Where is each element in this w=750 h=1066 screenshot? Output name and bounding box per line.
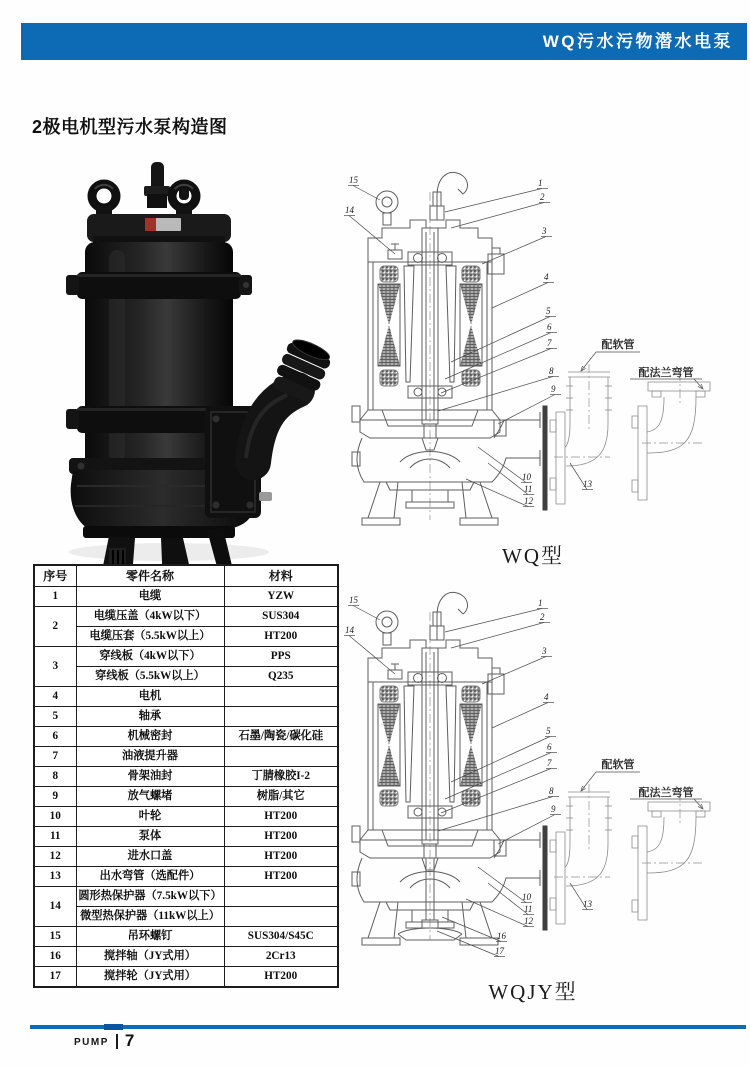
table-row xyxy=(34,627,338,647)
part-name-cell: 油液提升器 xyxy=(76,747,224,767)
part-name-cell: 吊环螺钉 xyxy=(76,927,224,947)
callout-number: 3 xyxy=(542,226,547,236)
part-material-cell xyxy=(224,707,338,727)
callout-number: 12 xyxy=(524,496,533,506)
callout-number: 12 xyxy=(524,916,533,926)
part-name-cell: 电缆压盖（4kW以下） xyxy=(76,607,224,627)
part-number-cell: 7 xyxy=(34,747,76,767)
callout-number: 14 xyxy=(345,205,354,215)
part-name-cell: 搅拌轮（JY式用） xyxy=(76,967,224,988)
table-row xyxy=(34,707,338,727)
wq-cross-section-drawing xyxy=(342,166,724,534)
callout-number: 5 xyxy=(546,726,551,736)
part-material-cell xyxy=(224,887,338,907)
hose-label: 配软管 xyxy=(601,339,635,351)
footer-brand: PUMP xyxy=(74,1037,109,1048)
section-title: 2极电机型污水泵构造图 xyxy=(32,117,228,137)
table-row xyxy=(34,607,338,627)
footer-page-number: 7 xyxy=(124,1031,135,1050)
parts-table-header: 零件名称 xyxy=(76,565,224,587)
part-name-cell: 泵体 xyxy=(76,827,224,847)
callout-number: 8 xyxy=(549,366,554,376)
page-header-band xyxy=(21,23,747,60)
callout-number: 10 xyxy=(522,892,531,902)
callout-number: 2 xyxy=(540,192,545,202)
part-material-cell: SUS304/S45C xyxy=(224,927,338,947)
pump-photo xyxy=(57,162,335,564)
part-number-cell: 14 xyxy=(34,887,76,927)
pump-cross-section xyxy=(352,592,710,945)
pump-photo-image xyxy=(57,162,335,564)
part-name-cell: 电机 xyxy=(76,687,224,707)
parts-table-wrap xyxy=(33,564,339,988)
flange-elbow-label: 配法兰弯管 xyxy=(638,787,694,799)
callout-number: 14 xyxy=(345,625,354,635)
callout-number: 7 xyxy=(547,758,552,768)
table-row xyxy=(34,727,338,747)
part-number-cell: 16 xyxy=(34,947,76,967)
callout-number: 1 xyxy=(538,178,543,188)
part-name-cell: 放气螺堵 xyxy=(76,787,224,807)
parts-table-head xyxy=(34,565,338,587)
callout-number: 11 xyxy=(524,484,533,494)
table-row xyxy=(34,807,338,827)
table-row xyxy=(34,787,338,807)
callout-number: 4 xyxy=(544,272,549,282)
callout-number: 9 xyxy=(551,384,556,394)
part-material-cell: 树脂/其它 xyxy=(224,787,338,807)
part-name-cell: 穿线板（4kW以下） xyxy=(76,647,224,667)
diagram-wqjy xyxy=(342,586,724,1006)
part-material-cell: SUS304 xyxy=(224,607,338,627)
part-name-cell: 出水弯管（选配件） xyxy=(76,867,224,887)
part-name-cell: 圆形热保护器（7.5kW以下） xyxy=(76,887,224,907)
part-material-cell: HT200 xyxy=(224,847,338,867)
callout-number: 1 xyxy=(538,598,543,608)
part-number-cell: 17 xyxy=(34,967,76,988)
part-name-cell: 叶轮 xyxy=(76,807,224,827)
part-number-cell: 1 xyxy=(34,587,76,607)
hose-label: 配软管 xyxy=(601,759,635,771)
part-number-cell: 4 xyxy=(34,687,76,707)
callout-number: 17 xyxy=(495,946,504,956)
part-name-cell: 机械密封 xyxy=(76,727,224,747)
table-row xyxy=(34,687,338,707)
table-row xyxy=(34,647,338,667)
table-row xyxy=(34,747,338,767)
part-material-cell: HT200 xyxy=(224,807,338,827)
callout-number: 3 xyxy=(542,646,547,656)
part-material-cell xyxy=(224,747,338,767)
callout-number: 9 xyxy=(551,804,556,814)
part-material-cell xyxy=(224,907,338,927)
parts-table-header: 材料 xyxy=(224,565,338,587)
table-row xyxy=(34,767,338,787)
pump-cross-section xyxy=(352,172,710,525)
callout-number: 2 xyxy=(540,612,545,622)
part-number-cell: 5 xyxy=(34,707,76,727)
table-row xyxy=(34,867,338,887)
callout-number: 15 xyxy=(349,595,358,605)
part-material-cell: HT200 xyxy=(224,967,338,988)
callout-number: 4 xyxy=(544,692,549,702)
part-number-cell: 3 xyxy=(34,647,76,687)
diagram-wq xyxy=(342,166,724,570)
part-material-cell: YZW xyxy=(224,587,338,607)
part-name-cell: 轴承 xyxy=(76,707,224,727)
table-row xyxy=(34,927,338,947)
part-number-cell: 12 xyxy=(34,847,76,867)
part-number-cell: 10 xyxy=(34,807,76,827)
part-material-cell: HT200 xyxy=(224,627,338,647)
part-material-cell: HT200 xyxy=(224,827,338,847)
part-number-cell: 6 xyxy=(34,727,76,747)
callout-number: 6 xyxy=(547,742,552,752)
part-material-cell xyxy=(224,687,338,707)
parts-table-body xyxy=(34,587,338,988)
part-material-cell: PPS xyxy=(224,647,338,667)
callout-number: 11 xyxy=(524,904,533,914)
part-number-cell: 13 xyxy=(34,867,76,887)
part-material-cell: HT200 xyxy=(224,867,338,887)
flange-elbow-label: 配法兰弯管 xyxy=(638,367,694,379)
part-number-cell: 11 xyxy=(34,827,76,847)
table-row xyxy=(34,847,338,867)
callout-number: 6 xyxy=(547,322,552,332)
callout-number: 15 xyxy=(349,175,358,185)
wq-caption: WQ型 xyxy=(502,544,564,568)
part-material-cell: 丁腈橡胶I-2 xyxy=(224,767,338,787)
accessory-labels xyxy=(581,757,703,809)
callout-number: 7 xyxy=(547,338,552,348)
part-material-cell: 2Cr13 xyxy=(224,947,338,967)
part-name-cell: 进水口盖 xyxy=(76,847,224,867)
part-number-cell: 2 xyxy=(34,607,76,647)
part-name-cell: 微型热保护器（11kW以上） xyxy=(76,907,224,927)
part-material-cell: 石墨/陶瓷/碳化硅 xyxy=(224,727,338,747)
wqjy-caption: WQJY型 xyxy=(488,980,578,1004)
footer-rule xyxy=(30,1025,746,1029)
footer-divider xyxy=(116,1034,118,1049)
table-row xyxy=(34,907,338,927)
part-name-cell: 搅拌轴（JY式用） xyxy=(76,947,224,967)
parts-table xyxy=(33,564,339,988)
callout-number: 13 xyxy=(583,899,592,909)
part-name-cell: 骨架油封 xyxy=(76,767,224,787)
accessory-labels xyxy=(581,337,703,389)
part-number-cell: 15 xyxy=(34,927,76,947)
callout-number: 10 xyxy=(522,472,531,482)
callout-number: 16 xyxy=(497,931,506,941)
part-name-cell: 电缆 xyxy=(76,587,224,607)
page-header-title: WQ污水污物潜水电泵 xyxy=(542,32,733,51)
part-name-cell: 穿线板（5.5kW以上） xyxy=(76,667,224,687)
part-number-cell: 9 xyxy=(34,787,76,807)
table-row xyxy=(34,887,338,907)
table-row xyxy=(34,587,338,607)
part-name-cell: 电缆压套（5.5kW以上） xyxy=(76,627,224,647)
wqjy-cross-section-drawing xyxy=(342,586,724,970)
table-row xyxy=(34,947,338,967)
part-number-cell: 8 xyxy=(34,767,76,787)
footer xyxy=(74,1031,134,1051)
callout-number: 8 xyxy=(549,786,554,796)
table-row xyxy=(34,667,338,687)
footer-rule-notch xyxy=(104,1024,123,1030)
table-row xyxy=(34,827,338,847)
parts-table-header: 序号 xyxy=(34,565,76,587)
part-material-cell: Q235 xyxy=(224,667,338,687)
callout-number: 13 xyxy=(583,479,592,489)
table-row xyxy=(34,967,338,988)
callout-number: 5 xyxy=(546,306,551,316)
